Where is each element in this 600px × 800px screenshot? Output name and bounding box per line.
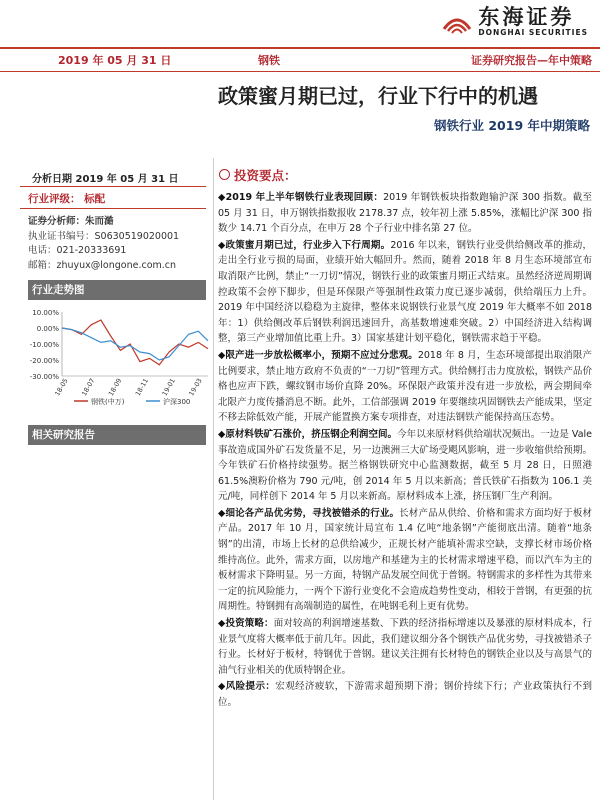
paragraph-lead: ◆投资策略： (218, 618, 274, 630)
paragraph-lead: ◆细论各产品优劣势，寻找被错杀的行业。 (218, 507, 400, 519)
y-tick-label: 0.00% (36, 325, 59, 333)
paragraph-text: 宏观经济疲软，下游需求超预期下滑；钢价持续下行；产业政策执行不到位。 (218, 681, 592, 708)
x-tick-label: 19-01 (160, 377, 177, 398)
paragraph-lead: ◆政策蜜月期已过，行业步入下行周期。 (218, 239, 391, 251)
paragraph-lead: ◆风险提示： (218, 681, 276, 693)
legend-label: 钢铁(中万) (91, 398, 125, 406)
y-tick-label: -20.00% (29, 357, 59, 365)
report-type: 证券研究报告—年中策略 (471, 54, 592, 67)
paragraph-text: 今年以来原材料供给端状况频出。一边是 Vale 事故造成国外矿石发货量不足，另一边澳洲三大矿场受飓风影响，进一步收缩供给预期。今年铁矿石价格持续强势。据兰格钢铁研究中心监测数据，截至 5 月 28 日，日照港 61.5%澳粉价格为 790 元/吨，创 2014 年 5 月以来新高；普氏铁矿石指数为 106.1 美元/吨，同样创下 2014 年 5 月以来新高。原材料成本上涨，挤压钢厂生产利润。 (218, 428, 592, 503)
paragraph-text: 长材产品从供给、价格和需求方面均好于板材产品。2017 年 10 月，国家统计局宣布 1.4 亿吨“地条钢”产能彻底出清。随着“地条钢”的出清，市场上长材的总供给减少，正规长材产能填补需求空缺，支撑长材市场价格维持高位。此外，需求方面，以房地产和基建为主的长材需求增速平稳，而以汽车为主的板材需求下降明显。另一方面，特钢产品发展空间优于普钢。特钢需求的多样性为其带来一定的抗风险能力，一两个下游行业变化不会造成趋势性变动，相较于普钢，有更强的抗周期性。特钢拥有高端制造的属性，在吨钢毛利上更有优势。 (218, 507, 592, 613)
paragraph-text: 2019 年钢铁板块指数跑输沪深 300 指数。截至 05 月 31 日，申万钢铁指数报收 2178.37 点，较年初上涨 5.85%，涨幅比沪深 300 指数少 14.71 个百分点，在申万 28 个子行业中排名第 27 位。 (218, 192, 592, 235)
report-info-bar (0, 47, 600, 72)
industry-rating: 行业评级： 标配 (28, 193, 106, 205)
paragraph-text: 面对较高的利润增速基数、下跌的经济指标增速以及暴涨的原材料成本，行业景气度将大概率低于前几年。因此，我们建议细分各个钢铁产品优劣势，寻找被错杀子行业。长材好于板材，特钢优于普钢。建议关注拥有长材特色的钢铁企业以及与高景气的油气行业相关的优质特钢企业。 (218, 618, 592, 676)
paragraph-lead: ◆2019 年上半年钢铁行业表现回顾： (218, 192, 384, 203)
donghai-logo-icon (442, 9, 472, 35)
divider (20, 186, 206, 187)
highlight-paragraph (218, 506, 592, 615)
x-tick-label: 18-09 (106, 377, 124, 398)
report-industry: 钢铁 (258, 54, 280, 67)
analysis-date: 分析日期 2019 年 05 月 31 日 (32, 174, 179, 185)
highlight-paragraph (218, 679, 592, 710)
industry-trend-chart (22, 306, 212, 411)
legend-label: 沪深300 (163, 398, 191, 406)
circle-bullet-icon (219, 169, 230, 180)
paragraph-lead: ◆原材料铁矿石涨价，挤压钢企利润空间。 (218, 428, 398, 440)
investment-highlights-body (218, 190, 592, 712)
highlight-paragraph (218, 616, 592, 678)
highlight-paragraph (218, 427, 592, 505)
logo-chinese-name: 东海证券 (478, 4, 575, 29)
trend-chart-heading: 行业走势图 (28, 280, 206, 300)
y-tick-label: 10.00% (32, 309, 59, 317)
analyst-name: 朱而澔 (85, 216, 114, 227)
analyst-info (28, 215, 179, 273)
related-reports-heading: 相关研究报告 (28, 425, 206, 445)
analyst-label: 证券分析师： (28, 216, 86, 227)
logo-english-name: DONGHAI SECURITIES (478, 28, 588, 37)
column-divider (213, 158, 214, 800)
x-tick-label: 18-07 (80, 377, 97, 398)
analyst-email: 邮箱：zhuyux@longone.com.cn (28, 259, 177, 271)
highlight-paragraph (218, 238, 592, 347)
y-tick-label: -10.00% (29, 341, 59, 349)
x-tick-label: 18-05 (53, 377, 70, 398)
analyst-license: 执业证书编号：S0630519020001 (28, 230, 180, 242)
x-tick-label: 18-11 (133, 377, 151, 398)
investment-highlights-heading (219, 166, 297, 184)
series-line (62, 320, 208, 365)
report-title: 政策蜜月期已过，行业下行中的机遇 (218, 84, 538, 108)
highlight-paragraph (218, 190, 592, 237)
highlight-paragraph (218, 348, 592, 426)
company-logo (442, 6, 588, 37)
heading-text: 投资要点： (234, 168, 297, 183)
y-tick-label: -30.00% (29, 373, 59, 381)
report-subtitle: 钢铁行业 2019 年中期策略 (434, 118, 590, 133)
paragraph-text: 2016 年以来，钢铁行业受供给侧改革的推动，走出全行业亏损的局面，业绩开始大幅回升。然而，随着 2018 年 8 月生态环境部宣布取消限产比例，禁止“一刀切”情况，钢铁行业的政策蜜月期正式结束。虽然经济逆周期调控政策不会停下脚步，但是环保限产等强制性政策力度已逐步减弱，供给端压力上升。2019 年中国经济以稳稳为主旋律，整体来说钢铁行业景气度 2019 年大概率不如 2018 年：1）供给侧改革后钢铁利润迅速回升，高基数增速难突破。2）中国经济进入结构调整，第三产业增加值比重上升。3）国家基建计划平稳化，钢铁需求趋于平稳。 (218, 239, 593, 345)
divider (20, 208, 206, 209)
report-date: 2019 年 05 月 31 日 (58, 54, 172, 67)
paragraph-lead: ◆限产进一步放松概率小，预期不应过分悲观。 (218, 349, 418, 361)
x-tick-label: 19-03 (187, 377, 204, 398)
paragraph-text: 2018 年 8 月，生态环境部提出取消限产比例要求，禁止地方政府不负责的“一刀切”管理方式。供给侧打击力度放松，钢铁产品价格也应声下跌，螺纹钢市场价直降 20%。环保限产政策并没有进一步放松，两会期间牵北限产力度传播消息不断。此外，工信部强调 2019 年要继续巩固钢铁去产能成果，坚定不移去除低效产能，开展产能置换方案专项排查，对违法钢铁产能保持高压态势。 (218, 349, 592, 424)
analyst-phone: 电话：021-20333691 (28, 245, 127, 256)
